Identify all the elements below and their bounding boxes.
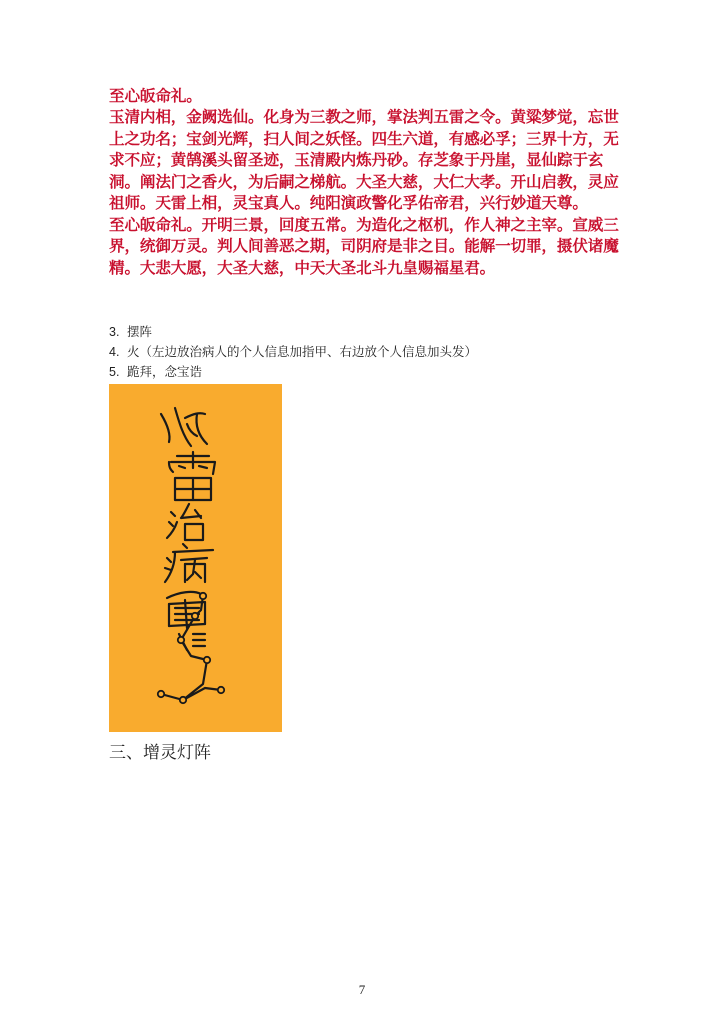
prayer-opening-line: 至心皈命礼。	[109, 87, 202, 105]
step-list	[109, 322, 477, 382]
prayer-body-text: 至心皈命礼。开明三景，回度五常。为造化之枢机，作人神之主宰。宣威三界，统御万灵。判人间善恶之期，司阴府是非之目。能解一切罪，摄伏诸魔精。大悲大愿，大圣大慈，中天大圣北斗九皇赐福星君。	[109, 216, 619, 277]
talisman-drawing	[109, 384, 282, 732]
step-number: 5.	[109, 365, 120, 379]
list-item	[109, 342, 477, 362]
step-number: 4.	[109, 345, 120, 359]
step-text: 跪拜，念宝诰	[127, 364, 203, 379]
list-item	[109, 362, 477, 382]
step-number: 3.	[109, 325, 120, 339]
step-text: 火（左边放治病人的个人信息加指甲、右边放个人信息加头发）	[127, 344, 478, 359]
prayer-block-2	[109, 215, 621, 279]
prayer-block-1	[109, 86, 621, 214]
talisman-image	[109, 384, 282, 732]
step-text: 摆阵	[127, 324, 153, 339]
list-item	[109, 322, 477, 342]
page-number: 7	[358, 982, 366, 997]
section-heading: 三、增灵灯阵	[109, 743, 211, 763]
prayer-body-text: 玉清内相，金阙选仙。化身为三教之师，掌法判五雷之令。黄粱梦觉，忘世上之功名；宝剑光辉，扫人间之妖怪。四生六道，有感必孚；三界十方，无求不应；黄鹄溪头留圣迹，玉清殿内炼丹砂。存芝象于丹崖，显仙踪于玄洞。阐法门之香火，为后嗣之梯航。大圣大慈，大仁大孝。开山启教，灵应祖师。天雷上相，灵宝真人。纯阳演政警化孚佑帝君，兴行妙道天尊。	[109, 108, 619, 213]
